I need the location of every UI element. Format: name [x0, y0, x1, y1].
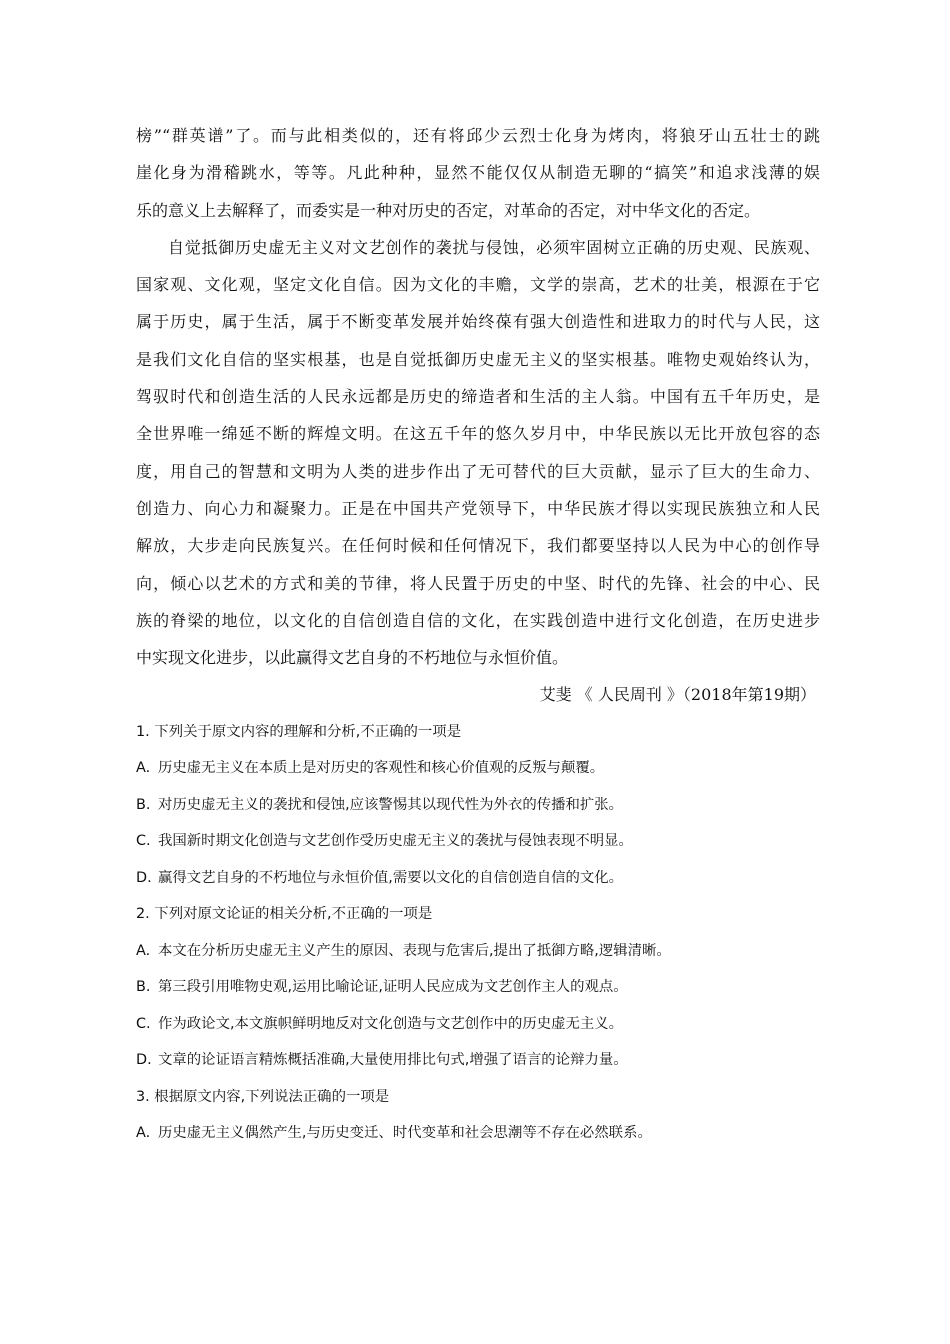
article-line: 榜”“群英谱”了。而与此相类似的，还有将邱少云烈士化身为烤肉，将狼牙山五壮士的跳 [136, 126, 820, 145]
option-text: 文章的论证语言精炼概括准确,大量使用排比句式,增强了语言的论辩力量。 [158, 1052, 628, 1069]
option-label: A. [136, 1125, 151, 1142]
article-line: 国家观、文化观，坚定文化自信。因为文化的丰赡，文学的崇高，艺术的壮美，根源在于它 [136, 275, 820, 295]
article-source: 艾斐 《 人民周刊 》（2018年第19期） [539, 685, 816, 705]
article-line: 度，用自己的智慧和文明为人类的进步作出了无可替代的巨大贡献，显示了巨大的生命力、 [136, 461, 820, 481]
question-stem: 2. 下列对原文论证的相关分析,不正确的一项是 [136, 906, 433, 923]
option-label: C. [136, 1015, 151, 1032]
article-line: 自觉抵御历史虚无主义对文艺创作的袭扰与侵蚀，必须牢固树立正确的历史观、民族观、 [168, 237, 820, 257]
option-label: B. [136, 796, 151, 813]
option-text: 本文在分析历史虚无主义产生的原因、表现与危害后,提出了抵御方略,逻辑清晰。 [158, 942, 671, 959]
question-option [136, 1042, 820, 1079]
article-line: 乐的意义上去解释了，而委实是一种对历史的否定，对革命的否定，对中华文化的否定。 [136, 200, 761, 220]
option-text: 历史虚无主义偶然产生,与历史变迁、时代变革和社会思潮等不存在必然联系。 [158, 1125, 652, 1142]
option-label: B. [136, 979, 151, 996]
option-text: 对历史虚无主义的袭扰和侵蚀,应该警惕其以现代性为外衣的传播和扩张。 [158, 796, 624, 813]
question-stem: 3. 根据原文内容,下列说法正确的一项是 [136, 1088, 390, 1105]
option-text: 赢得文艺自身的不朽地位与永恒价值,需要以文化的自信创造自信的文化。 [158, 869, 624, 886]
question-option [136, 750, 820, 787]
question-option [136, 1006, 820, 1043]
article-line: 向，倾心以艺术的方式和美的节律，将人民置于历史的中坚、时代的先锋、社会的中心、民 [136, 573, 820, 593]
question-option [136, 787, 820, 824]
option-label: D. [136, 1052, 152, 1069]
question-option [136, 860, 820, 897]
document-body [136, 117, 820, 1152]
option-label: D. [136, 869, 152, 886]
question-stem: 1. 下列关于原文内容的理解和分析,不正确的一项是 [136, 723, 462, 740]
option-label: A. [136, 760, 151, 777]
article-line: 族的脊梁的地位，以文化的自信创造自信的文化，在实践创造中进行文化创造，在历史进步 [136, 610, 820, 630]
article-line: 属于历史，属于生活，属于不断变革发展并始终葆有强大创造性和进取力的时代与人民，这 [136, 312, 820, 332]
question-option [136, 969, 820, 1006]
question-option [136, 933, 820, 970]
option-text: 我国新时期文化创造与文艺创作受历史虚无主义的袭扰与侵蚀表现不明显。 [158, 833, 633, 850]
article-line: 驾驭时代和创造生活的人民永远都是历史的缔造者和生活的主人翁。中国有五千年历史，是 [136, 387, 820, 407]
article-line: 中实现文化进步，以此赢得文艺自身的不朽地位与永恒价值。 [136, 648, 569, 668]
article-line: 是我们文化自信的坚实根基，也是自觉抵御历史虚无主义的坚实根基。唯物史观始终认为， [136, 349, 820, 369]
article-line: 全世界唯一绵延不断的辉煌文明。在这五千年的悠久岁月中，中华民族以无比开放包容的态 [136, 424, 820, 444]
option-label: A. [136, 942, 151, 959]
article-line: 崖化身为滑稽跳水，等等。凡此种种，显然不能仅仅从制造无聊的“搞笑”和追求浅薄的娱 [136, 163, 820, 183]
option-label: C. [136, 833, 151, 850]
question-option [136, 823, 820, 860]
option-text: 历史虚无主义在本质上是对历史的客观性和核心价值观的反叛与颠覆。 [158, 760, 605, 777]
option-text: 第三段引用唯物史观,运用比喻论证,证明人民应成为文艺创作主人的观点。 [158, 979, 628, 996]
article-line: 创造力、向心力和凝聚力。正是在中国共产党领导下，中华民族才得以实现民族独立和人民 [136, 498, 820, 518]
question-option [136, 1115, 820, 1152]
option-text: 作为政论文,本文旗帜鲜明地反对文化创造与文艺创作中的历史虚无主义。 [158, 1015, 624, 1032]
article-line: 解放，大步走向民族复兴。在任何时候和任何情况下，我们都要坚持以人民为中心的创作导 [136, 536, 820, 556]
